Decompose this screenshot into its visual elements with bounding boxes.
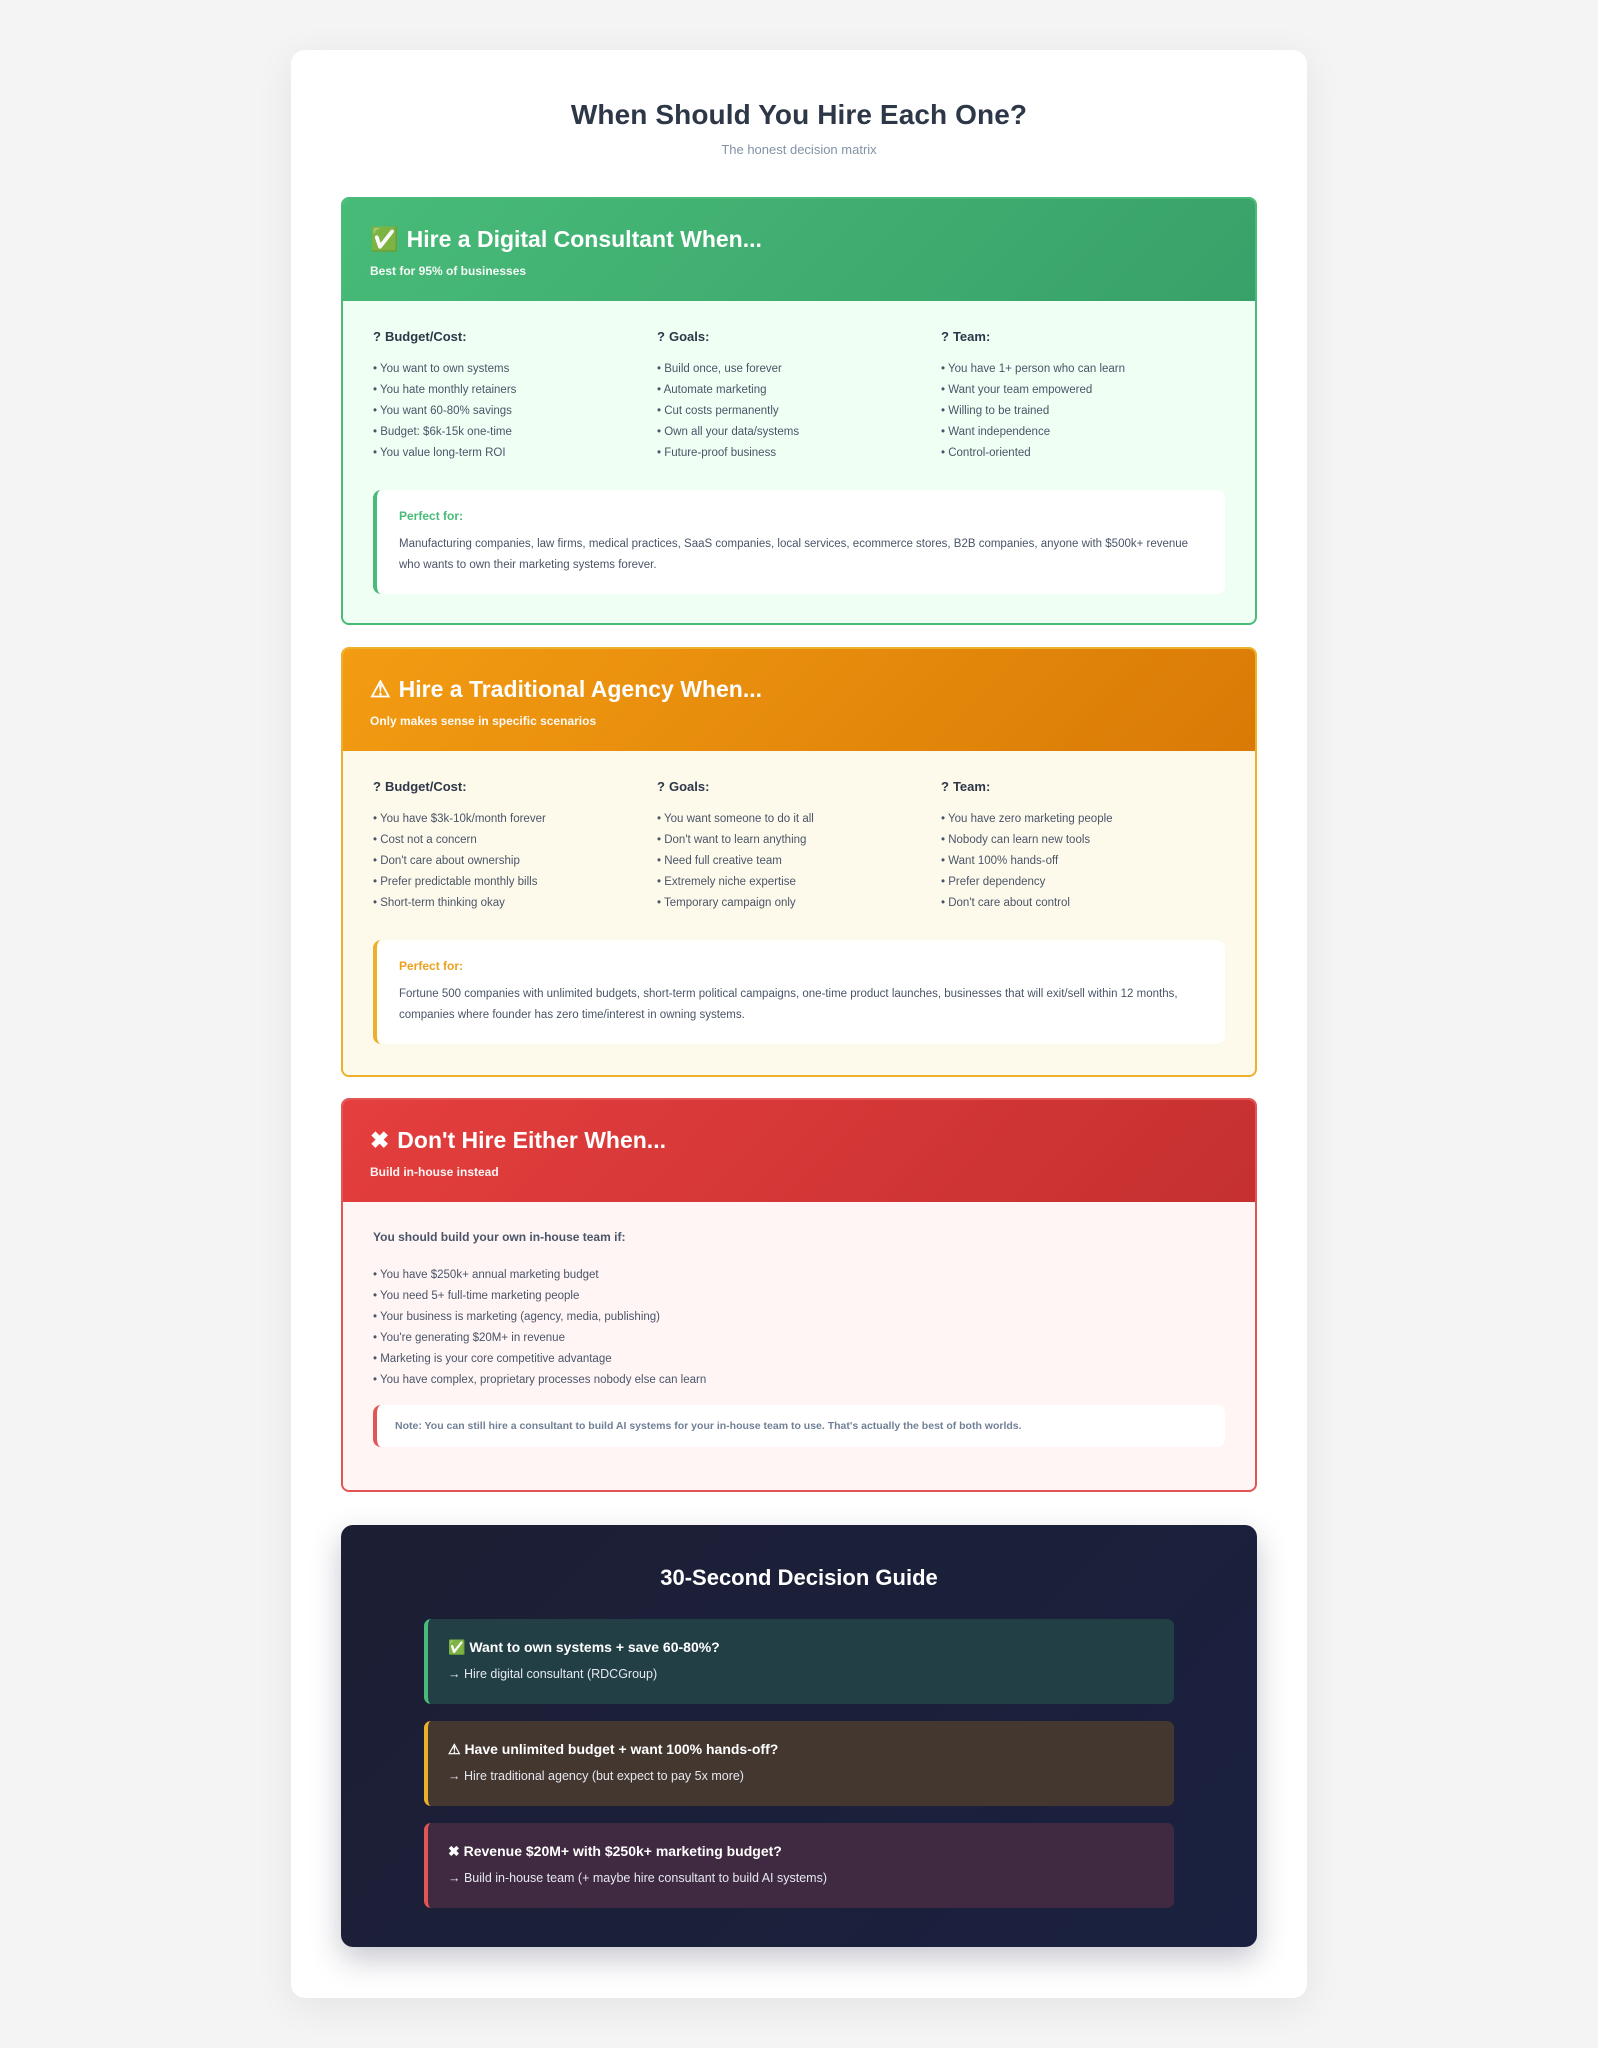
in-house-card bbox=[341, 1098, 1257, 1492]
page-title: When Should You Hire Each One? bbox=[570, 99, 1028, 130]
list-item: • Want independence bbox=[941, 426, 1051, 438]
list-item: • You have $250k+ annual marketing budget bbox=[373, 1269, 599, 1281]
list-item: • You're generating $20M+ in revenue bbox=[373, 1332, 565, 1344]
agency-card bbox=[341, 647, 1257, 1077]
list-item: • You have 1+ person who can learn bbox=[941, 363, 1126, 375]
guide-question: ✅ Want to own systems + save 60-80%? bbox=[448, 1639, 720, 1655]
list-item: • You have $3k-10k/month forever bbox=[373, 813, 546, 825]
list-item: • You want 60-80% savings bbox=[373, 405, 512, 417]
list-item: • Short-term thinking okay bbox=[373, 897, 505, 909]
warning-icon: ⚠ bbox=[370, 676, 391, 702]
list-item: • Need full creative team bbox=[657, 855, 782, 867]
list-item: • Future-proof business bbox=[657, 447, 777, 459]
cross-icon: ✖ bbox=[370, 1127, 390, 1153]
consultant-goals-heading bbox=[657, 329, 941, 344]
agency-perfect-for-box bbox=[373, 940, 1225, 1044]
consultant-title-text: Hire a Digital Consultant When... bbox=[406, 226, 762, 252]
page-subtitle: The honest decision matrix bbox=[721, 142, 877, 157]
consultant-card-title bbox=[370, 226, 1228, 253]
agency-budget-heading bbox=[373, 779, 657, 794]
team-heading-label: Team: bbox=[952, 329, 991, 344]
perfect-for-label: Perfect for: bbox=[399, 509, 464, 523]
consultant-card-body bbox=[343, 301, 1255, 594]
agency-card-subtitle: Only makes sense in specific scenarios bbox=[370, 714, 597, 728]
guide-question: ⚠ Have unlimited budget + want 100% hands-off? bbox=[448, 1741, 779, 1757]
in-house-card-body bbox=[343, 1202, 1255, 1447]
list-item: • You have complex, proprietary processes nobody else can learn bbox=[373, 1374, 707, 1386]
budget-heading-label: Budget/Cost: bbox=[384, 329, 467, 344]
decision-guide bbox=[341, 1525, 1257, 1947]
list-item: • Extremely niche expertise bbox=[657, 876, 796, 888]
list-item: • Control-oriented bbox=[941, 447, 1031, 459]
in-house-title-text: Don't Hire Either When... bbox=[397, 1127, 666, 1153]
guide-answer: → Hire traditional agency (but expect to pay 5x more) bbox=[448, 1769, 744, 1783]
list-item: • Cut costs permanently bbox=[657, 405, 779, 417]
list-item: • Want 100% hands-off bbox=[941, 855, 1059, 867]
consultant-goals-list bbox=[657, 359, 941, 464]
budget-icon: ? bbox=[373, 779, 381, 794]
goals-icon: ? bbox=[657, 329, 665, 344]
agency-team-heading bbox=[941, 779, 1225, 794]
list-item: • Budget: $6k-15k one-time bbox=[373, 426, 512, 438]
consultant-team-list bbox=[941, 359, 1225, 464]
consultant-team-heading bbox=[941, 329, 1225, 344]
perfect-for-text: Manufacturing companies, law firms, medical practices, SaaS companies, local services, ecommerce stores, B2B companies, anyone with $500k+ revenue who wants to own their marketing systems forever. bbox=[399, 538, 1189, 571]
agency-goals-list bbox=[657, 809, 941, 914]
team-icon: ? bbox=[941, 329, 949, 344]
list-item: • Your business is marketing (agency, media, publishing) bbox=[373, 1311, 660, 1323]
consultant-budget-column bbox=[373, 329, 657, 464]
list-item: • Own all your data/systems bbox=[657, 426, 800, 438]
team-heading-label: Team: bbox=[952, 779, 991, 794]
list-item: • You want to own systems bbox=[373, 363, 510, 375]
list-item: • Build once, use forever bbox=[657, 363, 782, 375]
goals-heading-label: Goals: bbox=[668, 779, 710, 794]
guide-question: ✖ Revenue $20M+ with $250k+ marketing budget? bbox=[448, 1843, 782, 1859]
consultant-budget-list bbox=[373, 359, 657, 464]
agency-goals-heading bbox=[657, 779, 941, 794]
decision-matrix-panel bbox=[291, 50, 1307, 1998]
in-house-card-header bbox=[343, 1100, 1255, 1202]
agency-team-list bbox=[941, 809, 1225, 914]
list-item: • You have zero marketing people bbox=[941, 813, 1113, 825]
check-icon: ✅ bbox=[370, 226, 399, 252]
agency-budget-list bbox=[373, 809, 657, 914]
list-item: • Want your team empowered bbox=[941, 384, 1093, 396]
list-item: • Willing to be trained bbox=[941, 405, 1050, 417]
guide-answer: → Hire digital consultant (RDCGroup) bbox=[448, 1667, 658, 1681]
list-item: • You need 5+ full-time marketing people bbox=[373, 1290, 580, 1302]
list-item: • Prefer predictable monthly bills bbox=[373, 876, 538, 888]
list-item: • You hate monthly retainers bbox=[373, 384, 517, 396]
page-header bbox=[291, 50, 1307, 157]
goals-heading-label: Goals: bbox=[668, 329, 710, 344]
list-item: • Nobody can learn new tools bbox=[941, 834, 1091, 846]
agency-columns bbox=[373, 779, 1225, 914]
list-item: • Marketing is your core competitive advantage bbox=[373, 1353, 612, 1365]
agency-budget-column bbox=[373, 779, 657, 914]
consultant-team-column bbox=[941, 329, 1225, 464]
agency-title-text: Hire a Traditional Agency When... bbox=[398, 676, 763, 702]
list-item: • Automate marketing bbox=[657, 384, 767, 396]
list-item: • Temporary campaign only bbox=[657, 897, 796, 909]
decision-guide-title: 30-Second Decision Guide bbox=[660, 1565, 938, 1590]
list-item: • Don't want to learn anything bbox=[657, 834, 807, 846]
guide-item-agency bbox=[424, 1721, 1174, 1806]
in-house-card-subtitle: Build in-house instead bbox=[370, 1165, 499, 1179]
in-house-criteria-list bbox=[373, 1265, 1225, 1391]
consultant-card bbox=[341, 197, 1257, 625]
perfect-for-text: Fortune 500 companies with unlimited budgets, short-term political campaigns, one-time product launches, businesses that will exit/sell within 12 months, companies where founder has zero time/interest in owning systems. bbox=[399, 988, 1178, 1021]
list-item: • You want someone to do it all bbox=[657, 813, 814, 825]
budget-heading-label: Budget/Cost: bbox=[384, 779, 467, 794]
guide-answer: → Build in-house team (+ maybe hire consultant to build AI systems) bbox=[448, 1871, 827, 1885]
agency-card-header bbox=[343, 649, 1255, 751]
team-icon: ? bbox=[941, 779, 949, 794]
guide-item-in-house bbox=[424, 1823, 1174, 1908]
agency-card-title bbox=[370, 676, 1228, 703]
consultant-goals-column bbox=[657, 329, 941, 464]
perfect-for-label: Perfect for: bbox=[399, 959, 464, 973]
in-house-card-title bbox=[370, 1127, 1228, 1154]
list-item: • You value long-term ROI bbox=[373, 447, 506, 459]
list-item: • Don't care about ownership bbox=[373, 855, 520, 867]
agency-team-column bbox=[941, 779, 1225, 914]
consultant-columns bbox=[373, 329, 1225, 464]
consultant-card-header bbox=[343, 199, 1255, 301]
budget-icon: ? bbox=[373, 329, 381, 344]
list-item: • Don't care about control bbox=[941, 897, 1070, 909]
consultant-card-subtitle: Best for 95% of businesses bbox=[370, 264, 527, 278]
in-house-lead: You should build your own in-house team if: bbox=[373, 1230, 626, 1244]
agency-goals-column bbox=[657, 779, 941, 914]
list-item: • Cost not a concern bbox=[373, 834, 477, 846]
list-item: • Prefer dependency bbox=[941, 876, 1046, 888]
in-house-note: Note: You can still hire a consultant to build AI systems for your in-house team to use. That's actually the best of both worlds. bbox=[373, 1405, 1225, 1447]
agency-card-body bbox=[343, 751, 1255, 1044]
consultant-perfect-for-box bbox=[373, 490, 1225, 594]
goals-icon: ? bbox=[657, 779, 665, 794]
guide-item-consultant bbox=[424, 1619, 1174, 1704]
consultant-budget-heading bbox=[373, 329, 657, 344]
